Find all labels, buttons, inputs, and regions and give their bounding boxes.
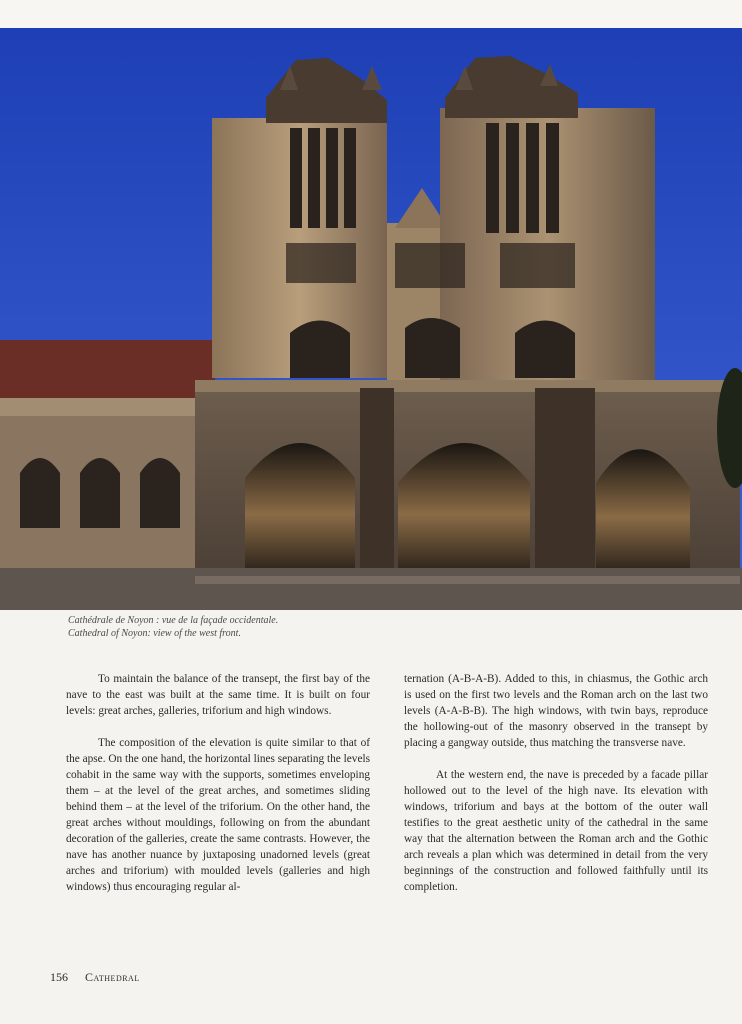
paragraph: At the western end, the nave is preceded by a facade pillar hollowed out to the level of the high nave. Its elevation with windows, triforium and bays at the bottom of the outer wall testifies to the great aesthetic unity of the cathedral in the same way that the alternation between the Roman arch and the Gothic arch reveals a plan which was determined in detail from the very beginnings of the construction and followed faithfully until its completion. (404, 769, 708, 893)
running-head: Cathedral (85, 970, 140, 984)
cathedral-facade-photo (0, 28, 742, 610)
photo-caption (68, 614, 488, 640)
page-footer (50, 970, 140, 985)
text-column-right (404, 671, 708, 911)
page-top-margin (0, 0, 742, 28)
text-column-left (66, 671, 370, 911)
caption-french: Cathédrale de Noyon : vue de la façade occidentale. (68, 615, 279, 626)
caption-english: Cathedral of Noyon: view of the west front. (68, 628, 241, 639)
page-number: 156 (50, 970, 68, 984)
paragraph: To maintain the balance of the transept, the first bay of the nave to the east was built at the same time. It is built on four levels: great arches, galleries, triforium and high windows. (66, 673, 370, 717)
paragraph: The composition of the elevation is quite similar to that of the apse. On the one hand, the horizontal lines separating the levels cohabit in the same way with the supports, sometimes enveloping them – at the level of the great arches, and sometimes sliding behind them – at the level of the triforium. On the other hand, the great arches without mouldings, following on from the abundant decoration of the galleries, create the same contrasts. However, the nave has another nuance by juxtaposing unadorned levels (great arches and triforium) with moulded levels (galleries and high windows) thus encouraging regular al- (66, 737, 370, 893)
paragraph: ternation (A-B-A-B). Added to this, in chiasmus, the Gothic arch is used on the first two levels and the Roman arch on the last two levels (A-A-B-B). The high windows, with twin bays, reproduce the hollowing-out of the masonry observed in the transept by placing a gangway outside, thus matching the transverse nave. (404, 673, 708, 749)
